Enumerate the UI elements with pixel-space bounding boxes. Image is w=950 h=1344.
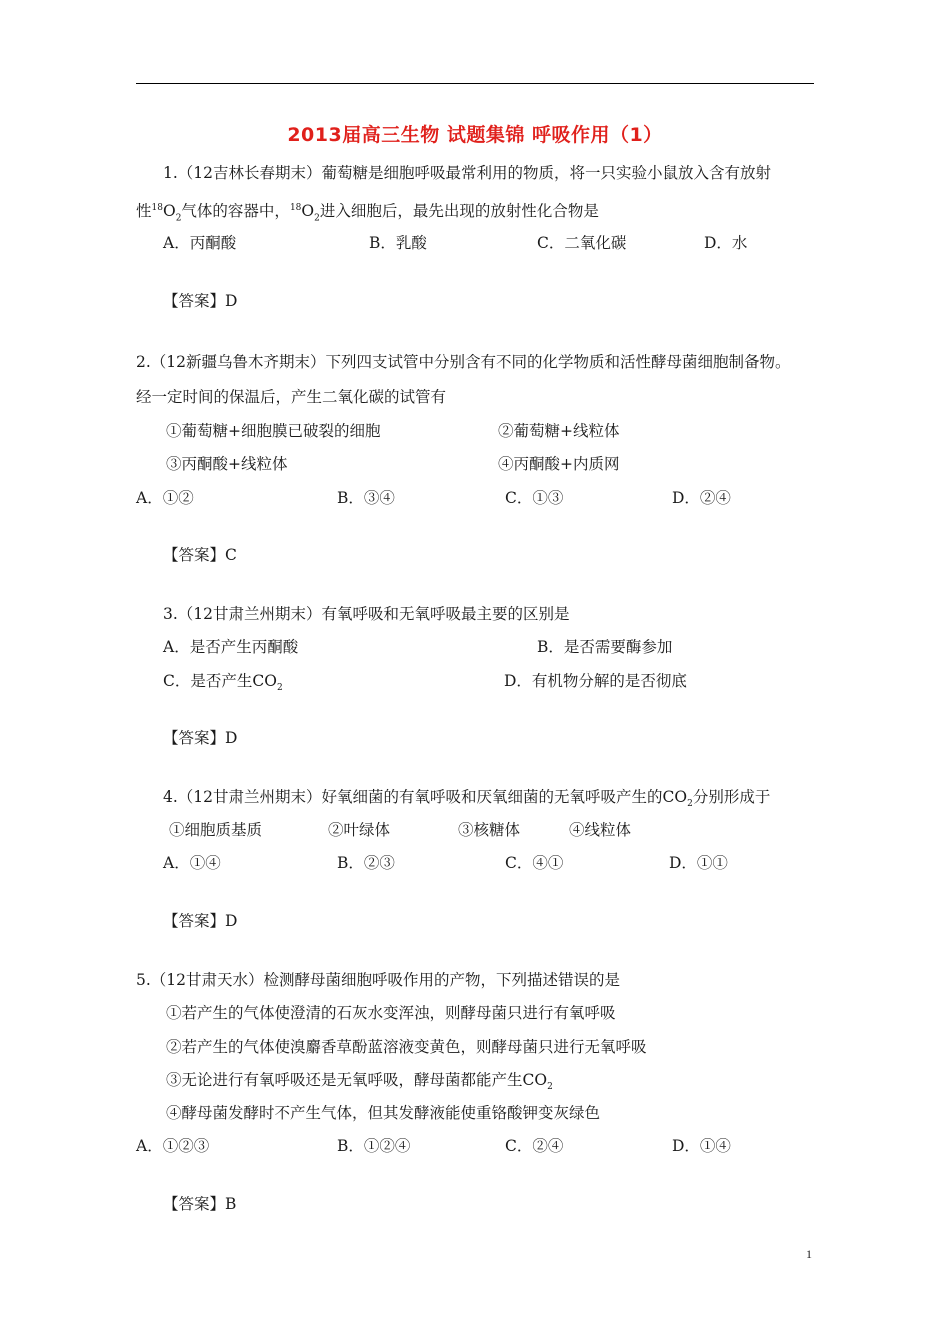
q1-option-c: C．二氧化碳 (537, 234, 627, 252)
q4-option-c: C．④① (505, 854, 564, 872)
q3-answer: 【答案】D (163, 729, 238, 747)
q3-stem: 3.（12甘肃兰州期末）有氧呼吸和无氧呼吸最主要的区别是 (163, 605, 570, 623)
q2-stem-line1: 2.（12新疆乌鲁木齐期末）下列四支试管中分别含有不同的化学物质和活性酵母菌细胞制备物。 (136, 353, 791, 371)
q2-option-d: D．②④ (672, 489, 731, 507)
q1-option-b: B．乳酸 (369, 234, 427, 252)
q4-item-1: ①细胞质基质 (169, 821, 263, 839)
q2-item-1: ①葡萄糖+细胞膜已破裂的细胞 (166, 422, 381, 440)
q5-option-d: D．①④ (672, 1137, 731, 1155)
q2-answer: 【答案】C (163, 546, 237, 564)
q5-item-4: ④酵母菌发酵时不产生气体，但其发酵液能使重铬酸钾变灰绿色 (166, 1104, 601, 1122)
q5-answer: 【答案】B (163, 1195, 237, 1213)
q4-stem: 4.（12甘肃兰州期末）好氧细菌的有氧呼吸和厌氧细菌的无氧呼吸产生的$CO_2$分别形成于 (163, 788, 771, 810)
q2-option-a: A．①② (136, 489, 194, 507)
q5-option-b: B．①②④ (337, 1137, 411, 1155)
header-rule (136, 83, 814, 84)
q1-option-d: D．水 (704, 234, 748, 252)
page-number: 1 (806, 1247, 812, 1261)
q5-option-c: C．②④ (505, 1137, 564, 1155)
q4-item-3: ③核糖体 (458, 821, 521, 839)
q5-option-a: A．①②③ (136, 1137, 210, 1155)
q5-item-2: ②若产生的气体使溴麝香草酚蓝溶液变黄色，则酵母菌只进行无氧呼吸 (166, 1038, 647, 1056)
q1-stem-line1: 1.（12吉林长春期末）葡萄糖是细胞呼吸最常利用的物质，将一只实验小鼠放入含有放射 (163, 164, 772, 182)
q2-option-b: B．③④ (337, 489, 395, 507)
q2-item-2: ②葡萄糖+线粒体 (498, 422, 620, 440)
q1-option-a: A．丙酮酸 (163, 234, 237, 252)
q2-stem-line2: 经一定时间的保温后，产生二氧化碳的试管有 (136, 388, 447, 406)
q4-option-a: A．①④ (163, 854, 221, 872)
q3-option-b: B．是否需要酶参加 (537, 638, 673, 656)
q2-item-4: ④丙酮酸+内质网 (498, 455, 620, 473)
q4-answer: 【答案】D (163, 912, 238, 930)
page-title: 2013届高三生物 试题集锦 呼吸作用（1） (287, 124, 663, 146)
q4-option-d: D．①① (669, 854, 728, 872)
q1-answer: 【答案】D (163, 292, 238, 310)
q1-stem-line2: 性$^{18}O_2$气体的容器中，$^{18}O_2$进入细胞后，最先出现的放射性化合物是 (136, 202, 599, 224)
q5-item-3: ③无论进行有氧呼吸还是无氧呼吸，酵母菌都能产生$CO_2$ (166, 1071, 553, 1093)
q4-item-2: ②叶绿体 (328, 821, 391, 839)
q3-option-d: D．有机物分解的是否彻底 (504, 672, 687, 690)
q4-option-b: B．②③ (337, 854, 395, 872)
q2-option-c: C．①③ (505, 489, 564, 507)
q5-stem: 5.（12甘肃天水）检测酵母菌细胞呼吸作用的产物，下列描述错误的是 (136, 971, 621, 989)
q3-option-c: C．是否产生$CO_2$ (163, 672, 283, 694)
q2-item-3: ③丙酮酸+线粒体 (166, 455, 288, 473)
q4-item-4: ④线粒体 (569, 821, 632, 839)
q5-item-1: ①若产生的气体使澄清的石灰水变浑浊，则酵母菌只进行有氧呼吸 (166, 1004, 616, 1022)
q3-option-a: A．是否产生丙酮酸 (163, 638, 299, 656)
